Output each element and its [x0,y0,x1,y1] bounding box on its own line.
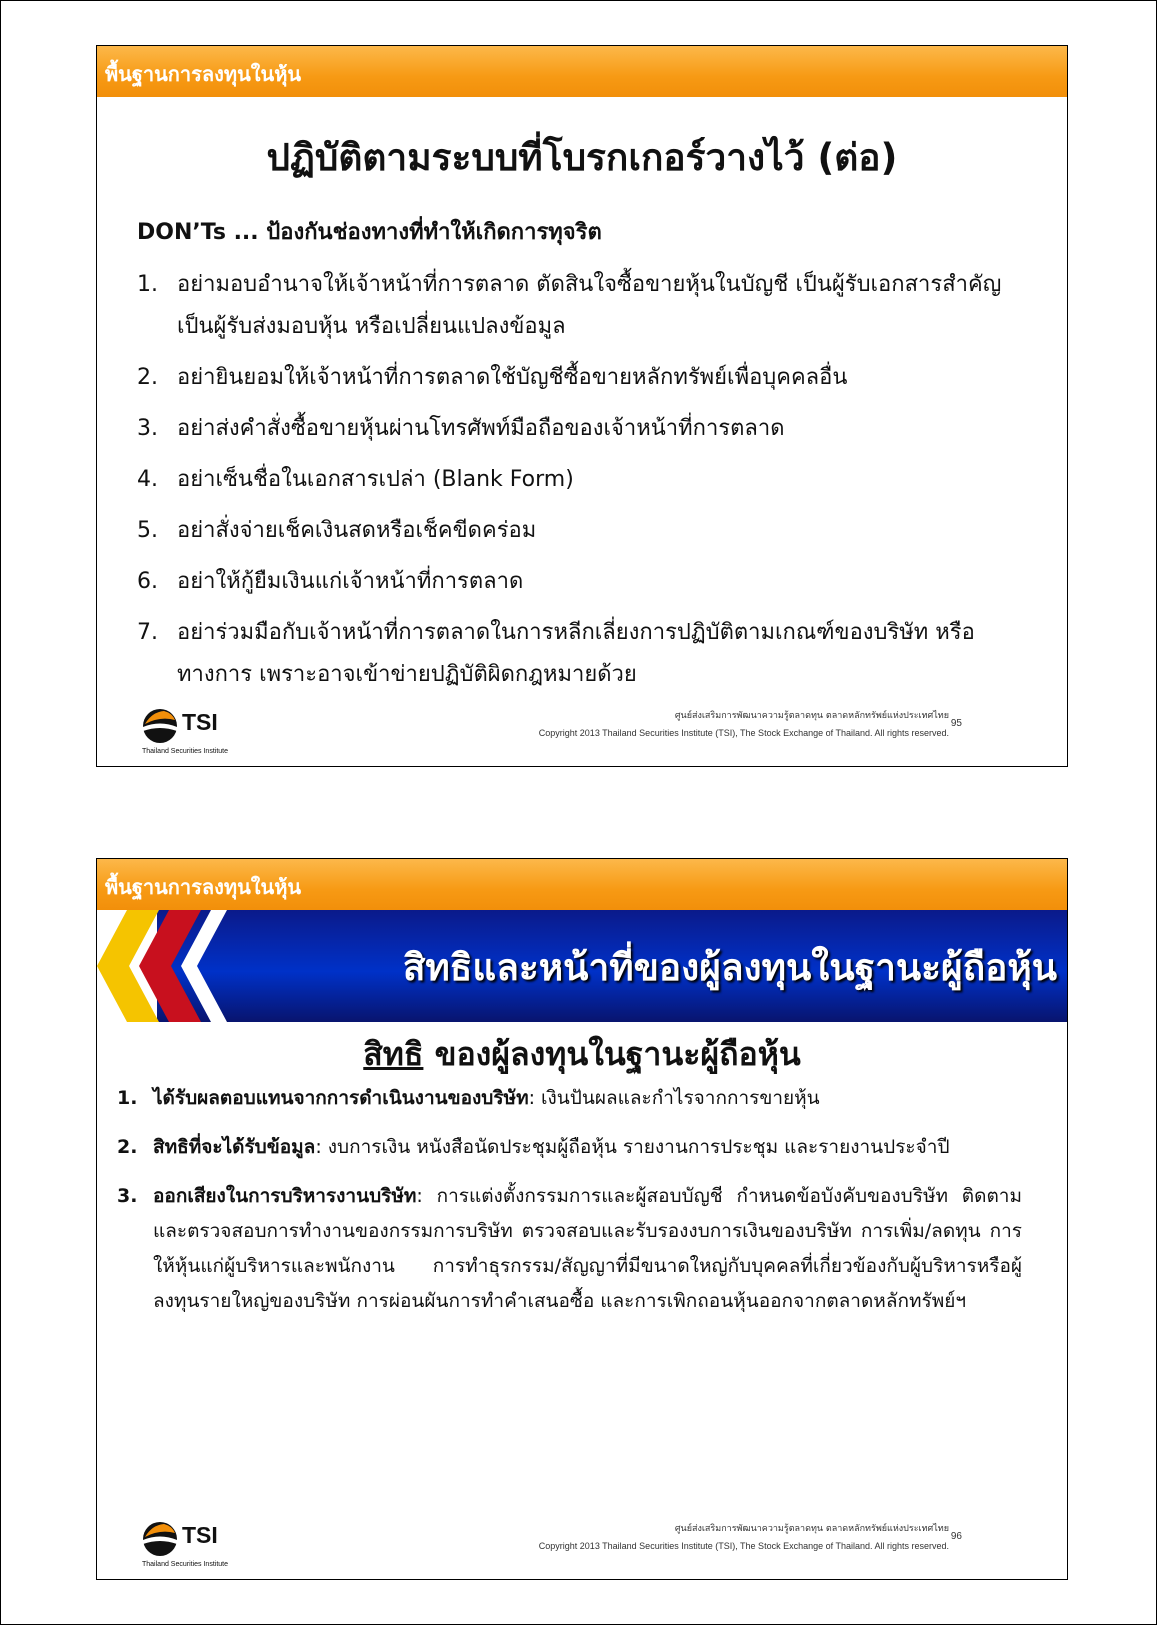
tsi-logo [142,1519,252,1569]
logo-text: TSI [182,1522,218,1548]
logo-subtext: Thailand Securities Institute [142,748,228,755]
item-text: อย่าสั่งจ่ายเช็คเงินสดหรือเช็คขีดคร่อม [177,518,537,543]
slide-footer [97,1509,1067,1579]
item-text: : เงินปันผลและกำไรจากการขายหุ้น [528,1087,820,1109]
list-item [137,510,1042,552]
slide-title: ปฏิบัติตามระบบที่โบรกเกอร์วางไว้ (ต่อ) [266,136,898,179]
tsi-logo [142,706,252,756]
list-item [137,612,1042,696]
slide-header-bar [97,46,1067,97]
slide-95 [96,45,1068,767]
item-number: 1. [137,272,158,297]
heading-underlined: สิทธิ [363,1035,424,1073]
page-number: 95 [950,718,962,729]
slide-header-label: พื้นฐานการลงทุนในหุ้น [105,62,302,86]
rights-list [117,1081,1022,1333]
item-number: 3. [137,416,158,441]
item-number: 2. [117,1136,138,1158]
footer-credits [539,708,949,738]
list-item [137,357,1042,399]
item-number: 7. [137,620,158,645]
item-text: อย่าเซ็นชื่อในเอกสารเปล่า (Blank Form) [177,467,574,492]
item-number: 4. [137,467,158,492]
logo-subtext: Thailand Securities Institute [142,1561,228,1568]
tsi-logo-icon [142,708,178,744]
item-text: อย่าให้กู้ยืมเงินแก่เจ้าหน้าที่การตลาด [177,569,524,594]
footer-credits [539,1521,949,1551]
item-number: 3. [117,1185,138,1207]
slide-subtitle: DON’Ts ... ป้องกันช่องทางที่ทำให้เกิดการทุจริต [137,220,602,245]
item-bold: ออกเสียงในการบริหารงานบริษัท [153,1185,417,1207]
list-item [137,459,1042,501]
footer-thai-credit: ศูนย์ส่งเสริมการพัฒนาความรู้ตลาดทุน ตลาดหลักทรัพย์แห่งประเทศไทย [674,1524,949,1534]
title-banner [97,910,1067,1022]
item-number: 1. [117,1087,138,1109]
tsi-logo-icon [142,1521,178,1557]
item-text: : การแต่งตั้งกรรมการและผู้สอบบัญชี กำหนดข้อบังคับของบริษัท ติดตามและตรวจสอบการทำงานของกรรมการบริษัท ตรวจสอบและรับรองงบการเงินของบริษัท การเพิ่ม/ลดทุน การให้หุ้นแก่ผู้บริหารและพนักงาน การทำธุรกรรม/สัญญาที่มีขนาดใหญ่กับบุคคลที่เกี่ยวข้องกับผู้บริหารหรือผู้ลงทุนรายใหญ่ของบริษัท การผ่อนผันการทำคำเสนอซื้อ และการเพิกถอนหุ้นออกจากตลาดหลักทรัพย์ฯ [153,1185,1022,1312]
list-item [137,408,1042,450]
item-text: อย่ายินยอมให้เจ้าหน้าที่การตลาดใช้บัญชีซื้อขายหลักทรัพย์เพื่อบุคคลอื่น [177,365,848,390]
footer-thai-credit: ศูนย์ส่งเสริมการพัฒนาความรู้ตลาดทุน ตลาดหลักทรัพย์แห่งประเทศไทย [674,711,949,721]
section-heading [97,1029,1067,1080]
item-text: อย่ามอบอำนาจให้เจ้าหน้าที่การตลาด ตัดสินใจซื้อขายหุ้นในบัญชี เป็นผู้รับเอกสารสำคัญ เป็นผู้รับส่งมอบหุ้น หรือเปลี่ยนแปลงข้อมูล [177,272,1002,339]
footer-copyright: Copyright 2013 Thailand Securities Institute (TSI), The Stock Exchange of Thailand. All rights reserved. [538,728,949,738]
item-number: 6. [137,569,158,594]
page-cell-bottom [0,813,1157,1625]
item-bold: สิทธิที่จะได้รับข้อมูล [153,1136,316,1158]
footer-copyright: Copyright 2013 Thailand Securities Institute (TSI), The Stock Exchange of Thailand. All rights reserved. [538,1541,949,1551]
slide-96 [96,858,1068,1580]
list-item [117,1081,1022,1116]
slide-header-bar [97,859,1067,910]
item-text: อย่าส่งคำสั่งซื้อขายหุ้นผ่านโทรศัพท์มือถือของเจ้าหน้าที่การตลาด [177,416,785,441]
heading-rest: ของผู้ลงทุนในฐานะผู้ถือหุ้น [423,1035,801,1073]
slide-header-label: พื้นฐานการลงทุนในหุ้น [105,875,302,899]
list-item [137,561,1042,603]
donts-list [137,264,1042,705]
item-text: : งบการเงิน หนังสือนัดประชุมผู้ถือหุ้น รายงานการประชุม และรายงานประจำปี [315,1136,950,1158]
logo-text: TSI [182,709,218,735]
slide-footer [97,696,1067,766]
item-bold: ได้รับผลตอบแทนจากการดำเนินงานของบริษัท [153,1087,529,1109]
page-number: 96 [950,1531,962,1542]
item-number: 2. [137,365,158,390]
list-item [117,1130,1022,1165]
chevron-arrows-icon [97,910,257,1022]
item-number: 5. [137,518,158,543]
list-item [117,1179,1022,1319]
item-text: อย่าร่วมมือกับเจ้าหน้าที่การตลาดในการหลีกเลี่ยงการปฏิบัติตามเกณฑ์ของบริษัท หรือทางการ เพราะอาจเข้าข่ายปฏิบัติผิดกฎหมายด้วย [177,620,975,687]
banner-title: สิทธิและหน้าที่ของผู้ลงทุนในฐานะผู้ถือหุ้น [402,946,1057,989]
list-item [137,264,1042,348]
